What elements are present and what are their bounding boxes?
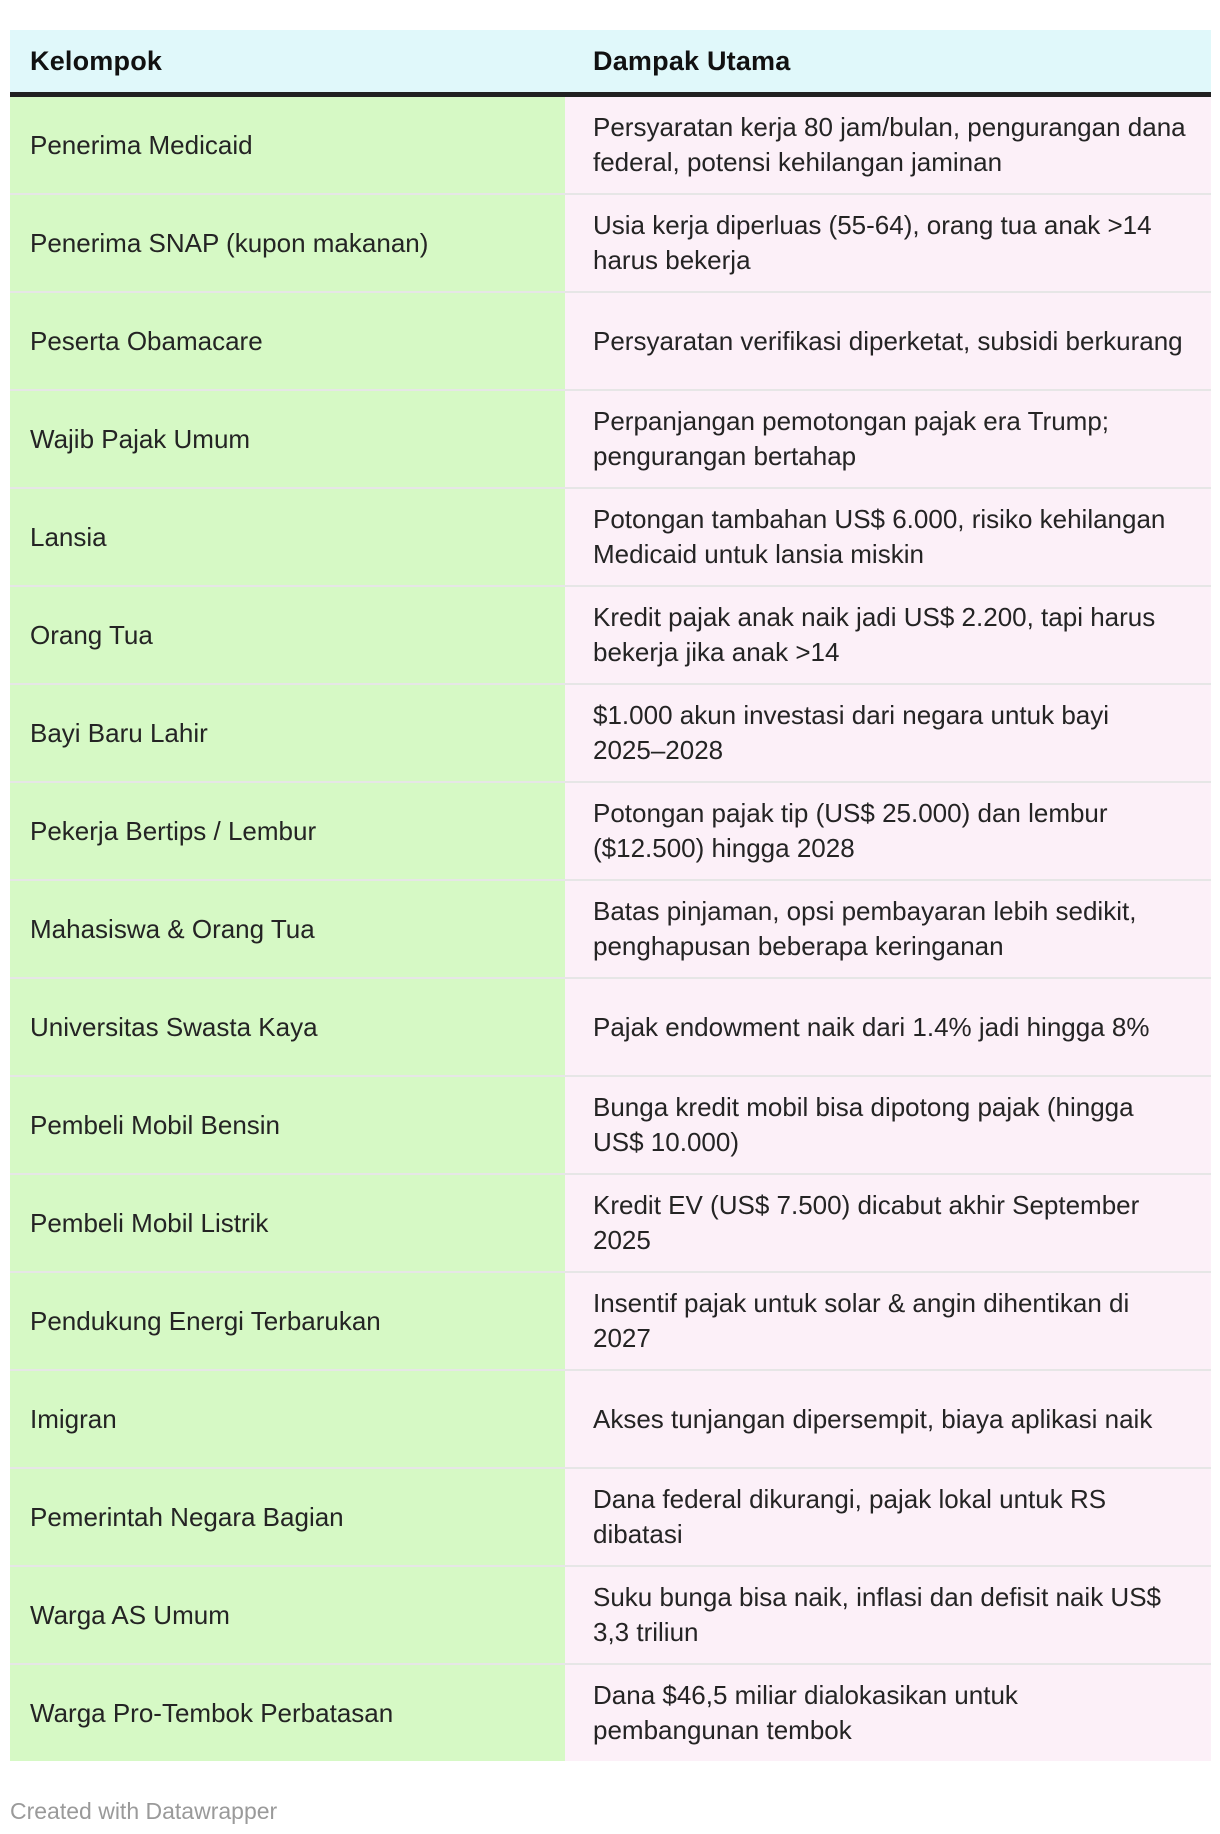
dampak-cell: $1.000 akun investasi dari negara untuk bayi 2025–2028	[565, 684, 1211, 782]
dampak-cell: Kredit EV (US$ 7.500) dicabut akhir September 2025	[565, 1174, 1211, 1272]
table-row	[10, 194, 1211, 292]
dampak-cell: Potongan tambahan US$ 6.000, risiko kehilangan Medicaid untuk lansia miskin	[565, 488, 1211, 586]
dampak-cell: Insentif pajak untuk solar & angin dihentikan di 2027	[565, 1272, 1211, 1370]
table-body	[10, 95, 1211, 1762]
datawrapper-attribution: Created with Datawrapper	[10, 1798, 278, 1824]
kelompok-cell: Wajib Pajak Umum	[10, 390, 565, 488]
kelompok-cell: Universitas Swasta Kaya	[10, 978, 565, 1076]
dampak-cell: Kredit pajak anak naik jadi US$ 2.200, tapi harus bekerja jika anak >14	[565, 586, 1211, 684]
table-row	[10, 1370, 1211, 1468]
impact-table-container	[10, 30, 1211, 1761]
dampak-cell: Bunga kredit mobil bisa dipotong pajak (hingga US$ 10.000)	[565, 1076, 1211, 1174]
dampak-cell: Usia kerja diperluas (55-64), orang tua anak >14 harus bekerja	[565, 194, 1211, 292]
dampak-cell: Batas pinjaman, opsi pembayaran lebih sedikit, penghapusan beberapa keringanan	[565, 880, 1211, 978]
kelompok-cell: Lansia	[10, 488, 565, 586]
table-header-row	[10, 30, 1211, 95]
table-row	[10, 586, 1211, 684]
kelompok-cell: Pemerintah Negara Bagian	[10, 1468, 565, 1566]
dampak-cell: Persyaratan verifikasi diperketat, subsidi berkurang	[565, 292, 1211, 390]
table-header	[10, 30, 1211, 95]
table-row	[10, 1468, 1211, 1566]
table-row	[10, 1664, 1211, 1761]
table-row	[10, 880, 1211, 978]
kelompok-cell: Bayi Baru Lahir	[10, 684, 565, 782]
column-header-dampak: Dampak Utama	[565, 30, 1211, 95]
column-header-kelompok: Kelompok	[10, 30, 565, 95]
table-row	[10, 95, 1211, 195]
table-row	[10, 292, 1211, 390]
dampak-cell: Dana $46,5 miliar dialokasikan untuk pembangunan tembok	[565, 1664, 1211, 1761]
kelompok-cell: Pembeli Mobil Listrik	[10, 1174, 565, 1272]
dampak-cell: Dana federal dikurangi, pajak lokal untuk RS dibatasi	[565, 1468, 1211, 1566]
table-row	[10, 1076, 1211, 1174]
table-row	[10, 978, 1211, 1076]
dampak-cell: Persyaratan kerja 80 jam/bulan, pengurangan dana federal, potensi kehilangan jaminan	[565, 95, 1211, 195]
table-row	[10, 782, 1211, 880]
kelompok-cell: Penerima SNAP (kupon makanan)	[10, 194, 565, 292]
dampak-cell: Potongan pajak tip (US$ 25.000) dan lembur ($12.500) hingga 2028	[565, 782, 1211, 880]
kelompok-cell: Mahasiswa & Orang Tua	[10, 880, 565, 978]
table-row	[10, 1566, 1211, 1664]
table-row	[10, 684, 1211, 782]
kelompok-cell: Warga AS Umum	[10, 1566, 565, 1664]
kelompok-cell: Penerima Medicaid	[10, 95, 565, 195]
impact-table	[10, 30, 1211, 1761]
kelompok-cell: Pembeli Mobil Bensin	[10, 1076, 565, 1174]
dampak-cell: Suku bunga bisa naik, inflasi dan defisit naik US$ 3,3 triliun	[565, 1566, 1211, 1664]
table-row	[10, 390, 1211, 488]
dampak-cell: Perpanjangan pemotongan pajak era Trump; pengurangan bertahap	[565, 390, 1211, 488]
kelompok-cell: Peserta Obamacare	[10, 292, 565, 390]
kelompok-cell: Imigran	[10, 1370, 565, 1468]
dampak-cell: Pajak endowment naik dari 1.4% jadi hingga 8%	[565, 978, 1211, 1076]
table-row	[10, 1174, 1211, 1272]
kelompok-cell: Warga Pro-Tembok Perbatasan	[10, 1664, 565, 1761]
dampak-cell: Akses tunjangan dipersempit, biaya aplikasi naik	[565, 1370, 1211, 1468]
kelompok-cell: Pendukung Energi Terbarukan	[10, 1272, 565, 1370]
kelompok-cell: Orang Tua	[10, 586, 565, 684]
table-row	[10, 1272, 1211, 1370]
kelompok-cell: Pekerja Bertips / Lembur	[10, 782, 565, 880]
table-row	[10, 488, 1211, 586]
